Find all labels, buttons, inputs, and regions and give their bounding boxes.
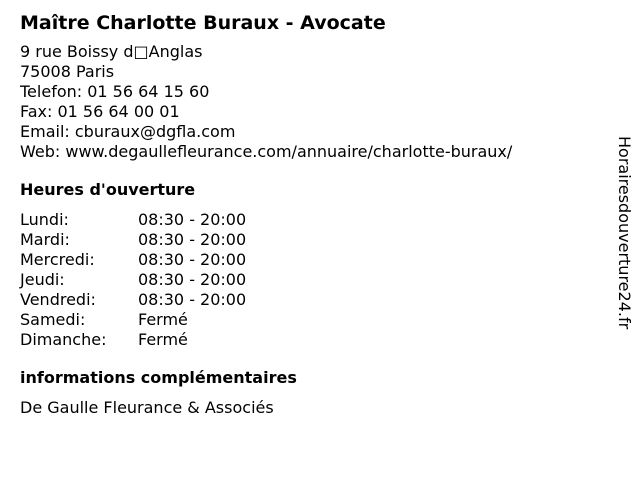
opening-hours-heading: Heures d'ouverture	[20, 180, 196, 199]
hours-row-monday	[20, 210, 600, 230]
hours-row-tuesday	[20, 230, 600, 250]
address-street: 9 rue Boissy d□Anglas	[20, 42, 203, 61]
phone-number: Telefon: 01 56 64 15 60	[20, 82, 210, 101]
page-title: Maître Charlotte Buraux - Avocate	[20, 12, 386, 34]
hours-time: Fermé	[138, 330, 188, 349]
hours-day: Jeudi:	[20, 270, 65, 289]
hours-day: Samedi:	[20, 310, 86, 329]
hours-time: 08:30 - 20:00	[138, 250, 247, 269]
hours-day: Dimanche:	[20, 330, 107, 349]
hours-time: 08:30 - 20:00	[138, 230, 247, 249]
hours-row-thursday	[20, 270, 600, 290]
additional-info-heading: informations complémentaires	[20, 368, 297, 387]
contact-block	[20, 42, 600, 162]
website-url: Web: www.degaullefleurance.com/annuaire/charlotte-buraux/	[20, 142, 513, 161]
hours-row-saturday	[20, 310, 600, 330]
opening-hours-table	[20, 210, 600, 350]
site-watermark: Horairesdouverture24.fr	[615, 136, 634, 330]
hours-day: Mercredi:	[20, 250, 95, 269]
address-city: 75008 Paris	[20, 62, 115, 81]
hours-day: Lundi:	[20, 210, 69, 229]
email-address: Email: cburaux@dgfla.com	[20, 122, 236, 141]
hours-row-wednesday	[20, 250, 600, 270]
hours-day: Mardi:	[20, 230, 70, 249]
hours-row-sunday	[20, 330, 600, 350]
hours-time: 08:30 - 20:00	[138, 270, 247, 289]
hours-day: Vendredi:	[20, 290, 96, 309]
hours-time: Fermé	[138, 310, 188, 329]
hours-row-friday	[20, 290, 600, 310]
fax-number: Fax: 01 56 64 00 01	[20, 102, 180, 121]
hours-time: 08:30 - 20:00	[138, 210, 247, 229]
additional-info-text: De Gaulle Fleurance & Associés	[20, 398, 274, 417]
listing-content	[20, 10, 600, 418]
hours-time: 08:30 - 20:00	[138, 290, 247, 309]
